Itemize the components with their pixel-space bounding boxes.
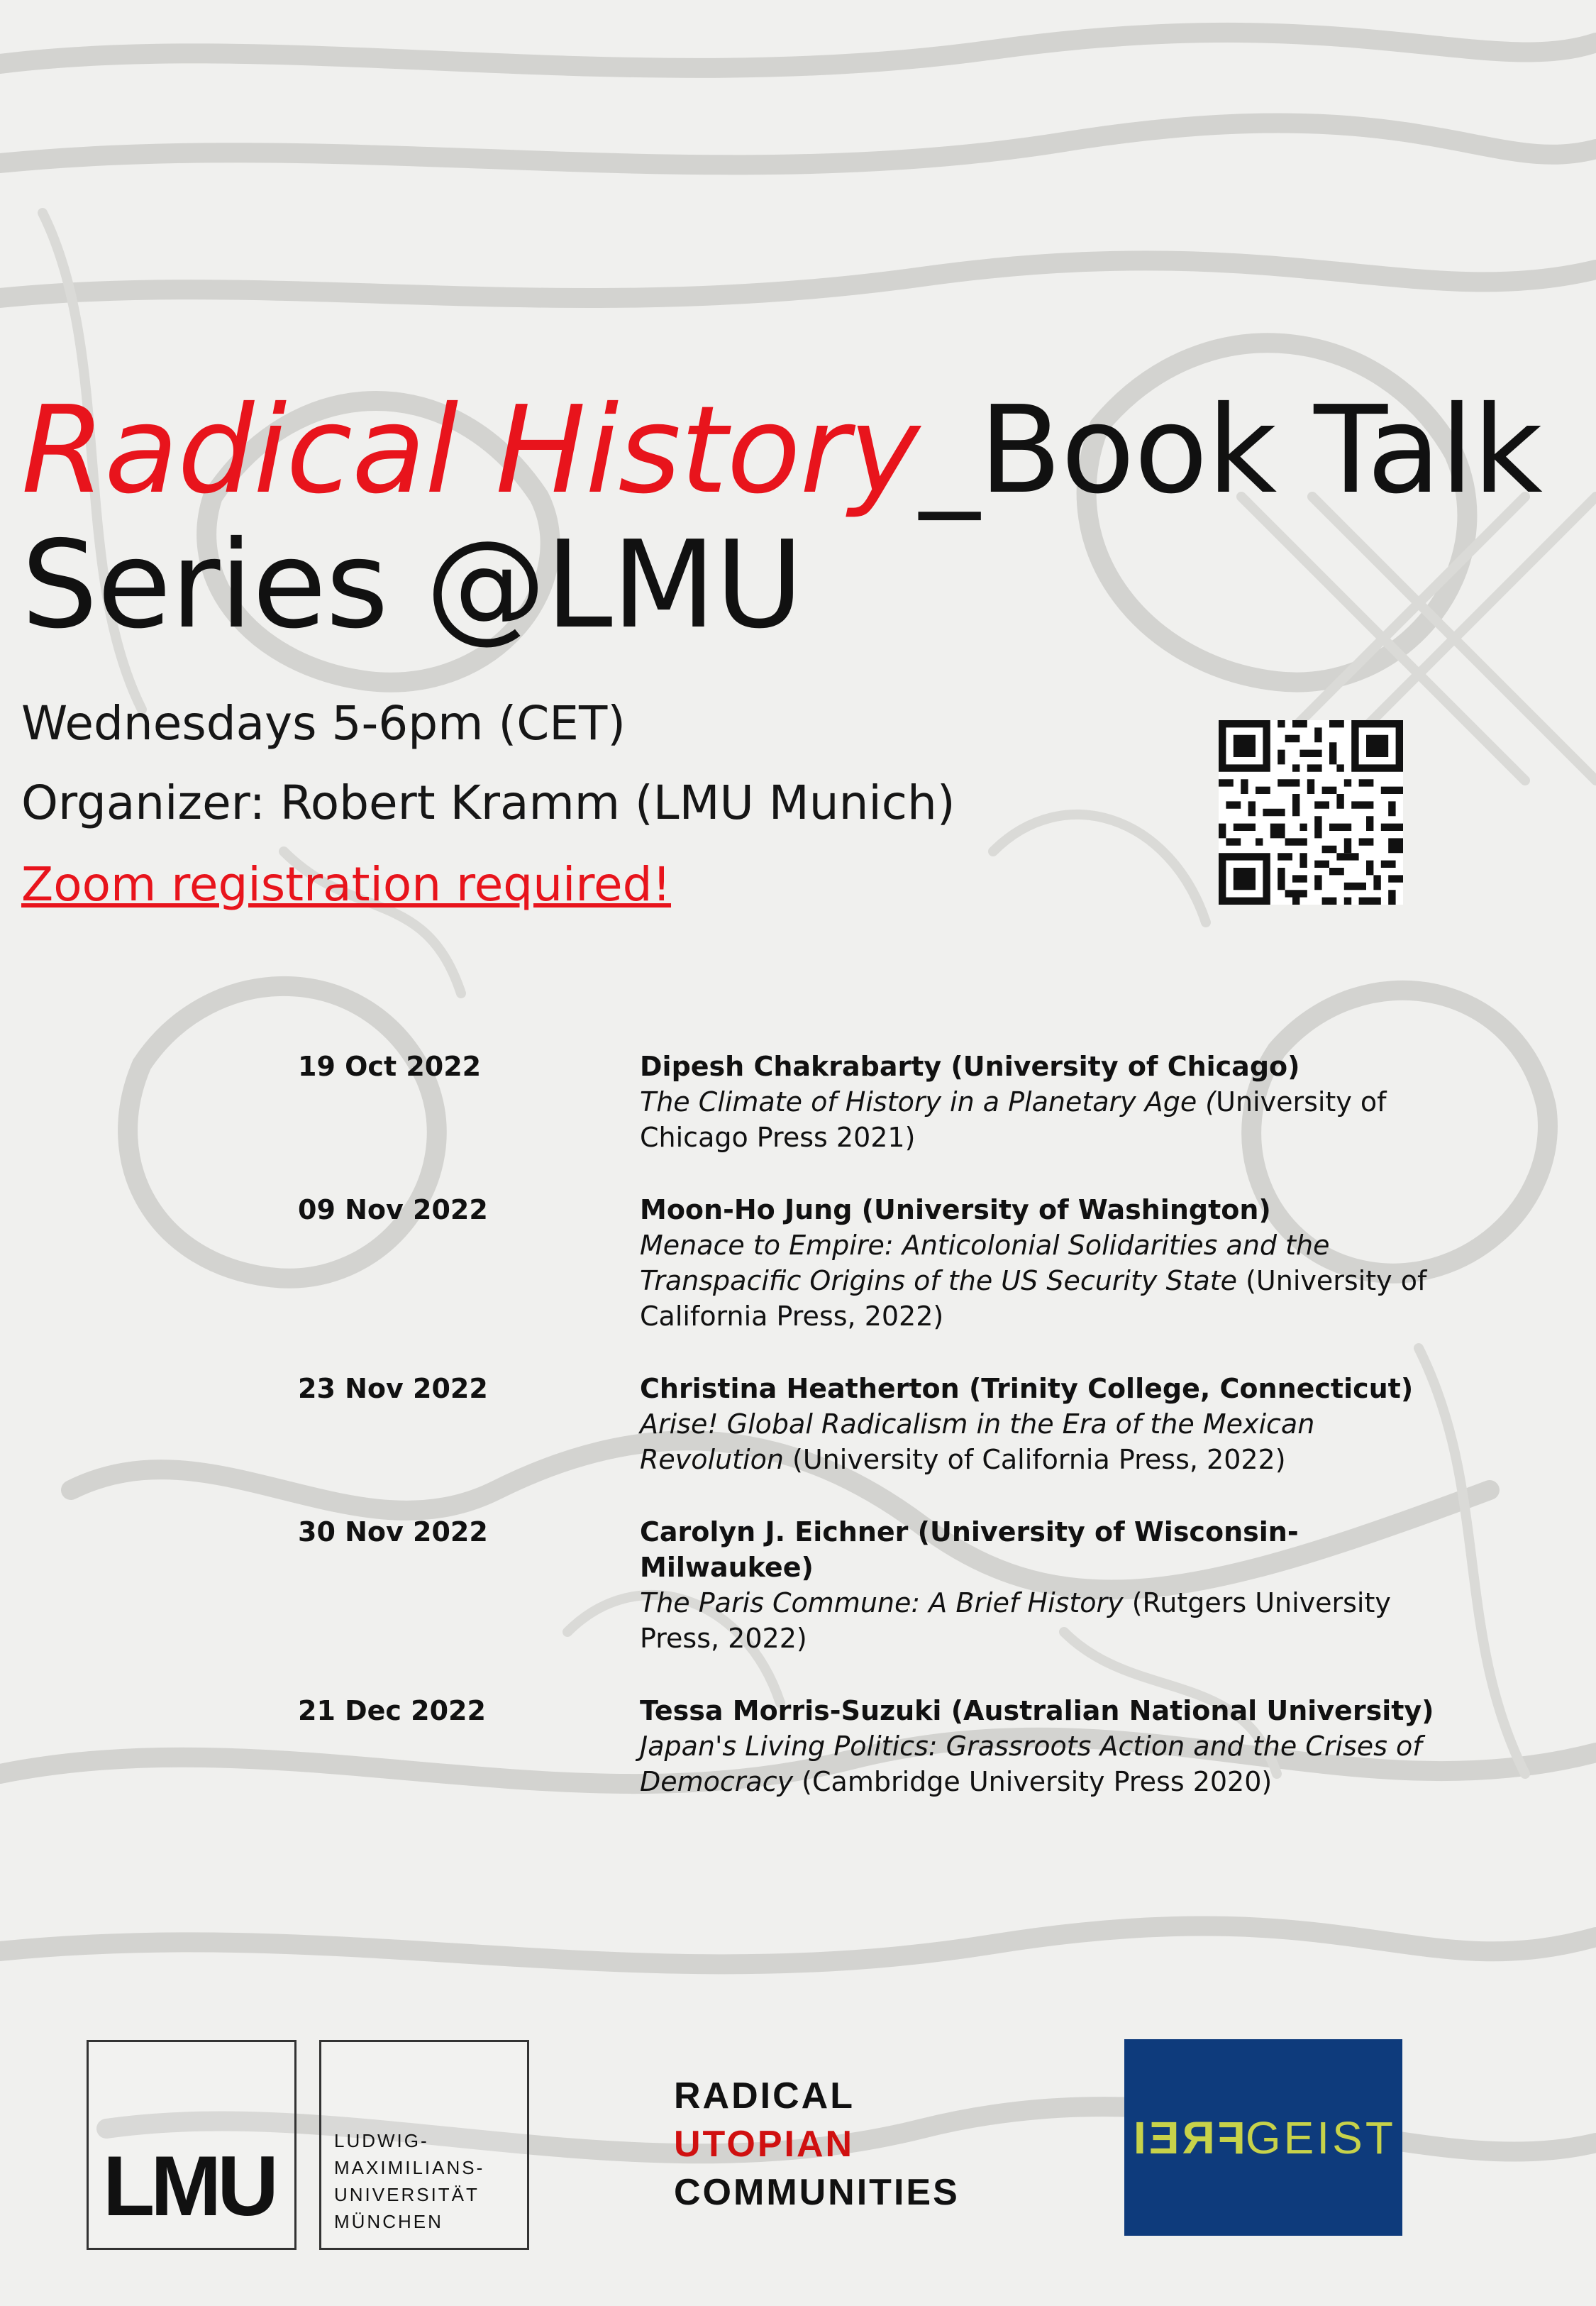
talk-book-title: Arise! Global Radicalism in the Era of the Mexican Revolution [640,1408,1315,1475]
ruc-line-3: COMMUNITIES [674,2172,960,2213]
talk-date: 23 Nov 2022 [298,1373,488,1404]
talk-details [640,1049,1434,1155]
talk-book-title: Japan's Living Politics: Grassroots Action and the Crises of Democracy [640,1731,1422,1797]
talk-publisher: (Rutgers University Press, 2022) [640,1587,1391,1654]
talk-publisher: (University of California Press, 2022) [640,1265,1427,1332]
lmu-name-line: MÜNCHEN [334,2211,443,2232]
lmu-name-logo [319,2040,529,2250]
talk-publisher: University of Chicago Press 2021) [640,1086,1387,1153]
lmu-logo-text: LMU [103,2139,275,2234]
lmu-name-lines [334,2127,484,2235]
lmu-name-line: LUDWIG- [334,2130,429,2151]
freigeist-logo-text [1124,2112,1402,2164]
talk-book-title: The Climate of History in a Planetary Age ( [640,1086,1217,1118]
talk-speaker: Moon-Ho Jung (University of Washington) [640,1194,1271,1225]
talk-details [640,1693,1434,1799]
title-red-part: Radical History [21,380,920,521]
qr-code-icon[interactable] [1219,720,1403,905]
talk-speaker: Dipesh Chakrabarty (University of Chicago) [640,1051,1300,1082]
talk-book-title: The Paris Commune: A Brief History [640,1587,1124,1618]
talk-date: 19 Oct 2022 [298,1051,482,1082]
ruc-line-1: RADICAL [674,2075,855,2117]
talk-item [298,1192,1447,1334]
talk-speaker: Tessa Morris-Suzuki (Australian National University) [640,1695,1434,1726]
talk-publisher: (University of California Press, 2022) [783,1444,1286,1475]
talk-speaker: Carolyn J. Eichner (University of Wisconsin-Milwaukee) [640,1516,1299,1583]
talk-speaker: Christina Heatherton (Trinity College, Connecticut) [640,1373,1414,1404]
talk-book-title: Menace to Empire: Anticolonial Solidarities and the Transpacific Origins of the US Security State [640,1230,1330,1296]
organizer-text: Organizer: Robert Kramm (LMU Munich) [21,776,955,830]
talk-schedule-list [298,1049,1447,1836]
talk-details [640,1192,1434,1334]
talk-details [640,1371,1434,1477]
title-black-part: _Book Talk Series @LMU [21,380,1542,656]
freigeist-logo [1124,2039,1402,2236]
zoom-registration-link[interactable]: Zoom registration required! [21,857,672,912]
ruc-line-2: UTOPIAN [674,2124,855,2165]
talk-item [298,1371,1447,1477]
freigeist-mirrored-text: FREI [1131,2112,1246,2163]
talk-details [640,1514,1434,1656]
talk-date: 21 Dec 2022 [298,1695,486,1726]
talk-date: 30 Nov 2022 [298,1516,488,1548]
radical-utopian-communities-logo [674,2072,960,2217]
talk-item [298,1693,1447,1799]
schedule-text: Wednesdays 5-6pm (CET) [21,696,626,751]
talk-item [298,1514,1447,1656]
talk-date: 09 Nov 2022 [298,1194,488,1225]
talk-publisher: (Cambridge University Press 2020) [793,1766,1273,1797]
poster-title [21,380,1582,656]
lmu-name-line: UNIVERSITÄT [334,2184,480,2205]
freigeist-geist-text: GEIST [1245,2112,1396,2163]
talk-item [298,1049,1447,1155]
lmu-logo [87,2040,297,2250]
lmu-name-line: MAXIMILIANS- [334,2157,485,2178]
